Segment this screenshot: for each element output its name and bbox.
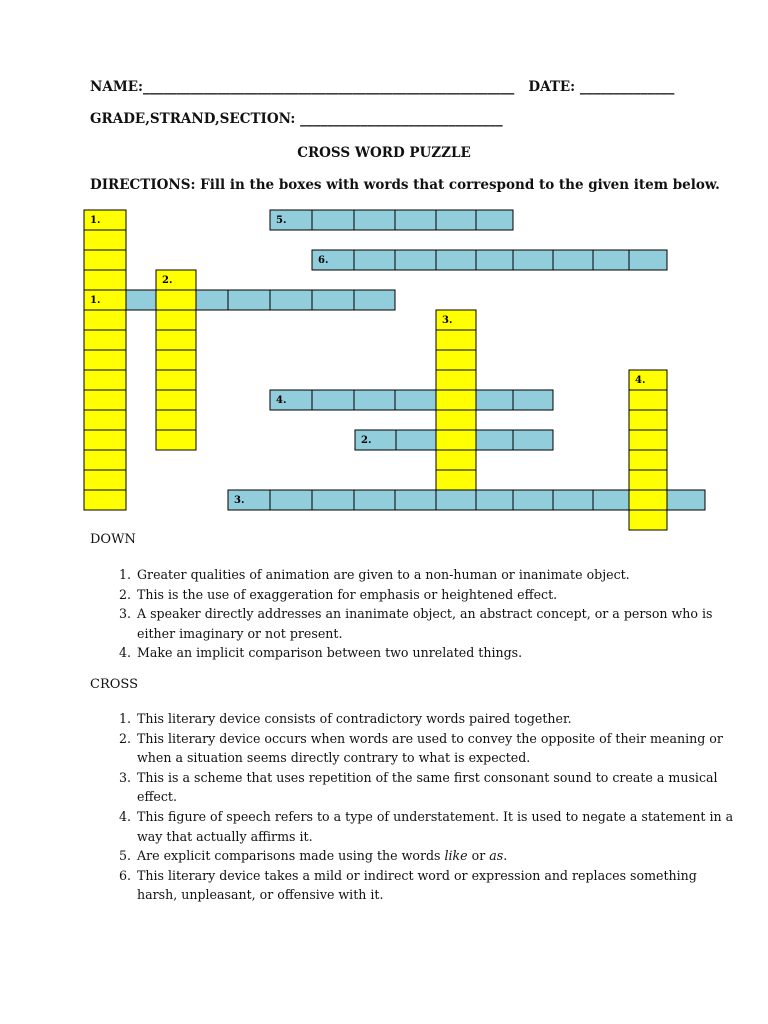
down-1-cell[interactable]: [84, 250, 126, 270]
across-3-cell[interactable]: [395, 490, 436, 510]
across-3-cell[interactable]: [354, 490, 395, 510]
across-3-cell[interactable]: [593, 490, 629, 510]
down-4-cell[interactable]: [629, 430, 667, 450]
down-2-cell[interactable]: [156, 370, 196, 390]
down-3-cell[interactable]: [436, 450, 476, 470]
across-4-cell[interactable]: [312, 390, 354, 410]
down-4-cell[interactable]: [629, 410, 667, 430]
down-2-cell[interactable]: [156, 410, 196, 430]
across-number-6: 6.: [318, 255, 329, 266]
down-3-cell[interactable]: [436, 330, 476, 350]
down-number-1: 1.: [90, 215, 101, 226]
across-3-cell[interactable]: [436, 490, 476, 510]
down-1-cell[interactable]: [84, 410, 126, 430]
down-3-cell[interactable]: [436, 350, 476, 370]
grade-strand-section-line: GRADE,STRAND,SECTION: ______________________________: [90, 111, 503, 127]
down-2-cell[interactable]: [156, 310, 196, 330]
down-1-cell[interactable]: [84, 270, 126, 290]
across-5-cell[interactable]: [476, 210, 513, 230]
down-2-cell[interactable]: [156, 290, 196, 310]
across-number-1: 1.: [90, 295, 101, 306]
across-5-cell[interactable]: [312, 210, 354, 230]
down-2-cell[interactable]: [156, 330, 196, 350]
down-2-cell[interactable]: [156, 350, 196, 370]
down-4-cell[interactable]: [629, 490, 667, 510]
cross-clue-6: 6. This literary device takes a mild or indirect word or expression and replaces something harsh, unpleasant, or offensive with it.: [135, 866, 735, 905]
across-6-cell[interactable]: [436, 250, 476, 270]
across-2-cell[interactable]: [513, 430, 553, 450]
down-4-cell[interactable]: [629, 450, 667, 470]
down-clue-4: 4. Make an implicit comparison between two unrelated things.: [135, 643, 735, 663]
across-1-cell[interactable]: [354, 290, 395, 310]
across-3-cell[interactable]: [270, 490, 312, 510]
down-4-cell[interactable]: [629, 390, 667, 410]
down-heading: DOWN: [90, 532, 136, 547]
down-1-cell[interactable]: [84, 390, 126, 410]
down-1-cell[interactable]: [84, 490, 126, 510]
down-1-cell[interactable]: [84, 370, 126, 390]
down-3-cell[interactable]: [436, 470, 476, 490]
across-4-cell[interactable]: [513, 390, 553, 410]
page-title: CROSS WORD PUZZLE: [297, 145, 471, 161]
across-3-cell[interactable]: [476, 490, 513, 510]
down-3-cell[interactable]: [436, 430, 476, 450]
down-3-cell[interactable]: [436, 390, 476, 410]
cross-clue-3: 3. This is a scheme that uses repetition of the same first consonant sound to create a musical effect.: [135, 768, 735, 807]
down-number-4: 4.: [635, 375, 646, 386]
down-1-cell[interactable]: [84, 470, 126, 490]
across-3-cell[interactable]: [667, 490, 705, 510]
down-1-cell[interactable]: [84, 230, 126, 250]
cross-clue-4: 4. This figure of speech refers to a type of understatement. It is used to negate a statement in a way that actually affirms it.: [135, 807, 735, 846]
across-1-cell[interactable]: [126, 290, 156, 310]
name-date-line: NAME:_______________________________________________________ DATE: ______________: [90, 79, 675, 95]
cross-clue-list: [90, 709, 735, 905]
across-5-cell[interactable]: [354, 210, 395, 230]
down-number-3: 3.: [442, 315, 453, 326]
down-4-cell[interactable]: [629, 470, 667, 490]
across-1-cell[interactable]: [270, 290, 312, 310]
down-clue-2: 2. This is the use of exaggeration for emphasis or heightened effect.: [135, 585, 735, 605]
across-number-3: 3.: [234, 495, 245, 506]
across-6-cell[interactable]: [395, 250, 436, 270]
across-3-cell[interactable]: [312, 490, 354, 510]
across-6-cell[interactable]: [476, 250, 513, 270]
across-number-5: 5.: [276, 215, 287, 226]
down-3-cell[interactable]: [436, 410, 476, 430]
cross-clue-2: 2. This literary device occurs when words are used to convey the opposite of their meaning or when a situation seems directly contrary to what is expected.: [135, 729, 735, 768]
cross-heading: CROSS: [90, 677, 138, 692]
across-5-cell[interactable]: [395, 210, 436, 230]
directions: DIRECTIONS: Fill in the boxes with words that correspond to the given item below.: [90, 177, 720, 193]
across-6-cell[interactable]: [553, 250, 593, 270]
down-clue-3: 3. A speaker directly addresses an inanimate object, an abstract concept, or a person who is either imaginary or not present.: [135, 604, 735, 643]
across-3-cell[interactable]: [553, 490, 593, 510]
down-number-2: 2.: [162, 275, 173, 286]
across-1-cell[interactable]: [312, 290, 354, 310]
down-4-cell[interactable]: [629, 510, 667, 530]
across-3-cell[interactable]: [513, 490, 553, 510]
down-1-cell[interactable]: [84, 310, 126, 330]
across-number-2: 2.: [361, 435, 372, 446]
across-1-cell[interactable]: [228, 290, 270, 310]
across-6-cell[interactable]: [593, 250, 629, 270]
across-4-cell[interactable]: [476, 390, 513, 410]
down-clue-list: [90, 565, 735, 663]
down-clue-1: 1. Greater qualities of animation are given to a non-human or inanimate object.: [135, 565, 735, 585]
down-3-cell[interactable]: [436, 370, 476, 390]
across-5-cell[interactable]: [436, 210, 476, 230]
across-2-cell[interactable]: [476, 430, 513, 450]
cross-clue-5: 5. Are explicit comparisons made using the words like or as.: [135, 846, 735, 866]
across-1-cell[interactable]: [196, 290, 228, 310]
across-2-cell[interactable]: [396, 430, 436, 450]
down-2-cell[interactable]: [156, 430, 196, 450]
across-number-4: 4.: [276, 395, 287, 406]
down-1-cell[interactable]: [84, 330, 126, 350]
across-6-cell[interactable]: [354, 250, 395, 270]
down-2-cell[interactable]: [156, 390, 196, 410]
across-6-cell[interactable]: [629, 250, 667, 270]
cross-clue-1: 1. This literary device consists of contradictory words paired together.: [135, 709, 735, 729]
down-1-cell[interactable]: [84, 350, 126, 370]
across-6-cell[interactable]: [513, 250, 553, 270]
across-4-cell[interactable]: [395, 390, 436, 410]
down-1-cell[interactable]: [84, 450, 126, 470]
down-1-cell[interactable]: [84, 430, 126, 450]
across-4-cell[interactable]: [354, 390, 395, 410]
